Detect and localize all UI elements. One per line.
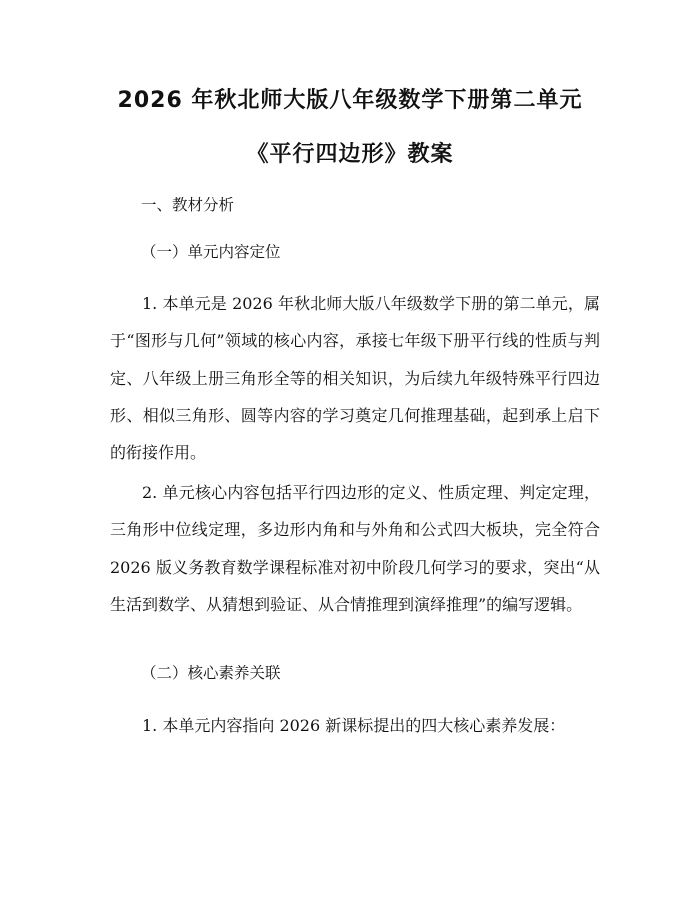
- paragraph-unit-positioning-2: 2. 单元核心内容包括平行四边形的定义、性质定理、判定定理，三角形中位线定理，多边形内角和与外角和公式四大板块，完全符合 2026 版义务教育数学课程标准对初中阶段几何学习的要求，突出“从生活到数学、从猜想到验证、从合情推理到演绎推理”的编写逻辑。: [110, 483, 600, 614]
- paragraph-unit-positioning-1: 1. 本单元是 2026 年秋北师大版八年级数学下册的第二单元，属于“图形与几何”领域的核心内容，承接七年级下册平行线的性质与判定、八年级上册三角形全等的相关知识，为后续九年级特殊平行四边形、相似三角形、圆等内容的学习奠定几何推理基础，起到承上启下的衔接作用。: [110, 294, 600, 463]
- document-title-line1: 2026 年秋北师大版八年级数学下册第二单元: [117, 88, 583, 113]
- paragraph-core-literacy-1: 1. 本单元内容指向 2026 新课标提出的四大核心素养发展：: [142, 716, 566, 735]
- section-heading-textbook-analysis: 一、教材分析: [141, 196, 235, 214]
- subheading-unit-positioning: （一）单元内容定位: [141, 243, 281, 261]
- document-title-line2: 《平行四边形》教案: [246, 142, 454, 167]
- subheading-core-literacy: （二）核心素养关联: [141, 664, 281, 682]
